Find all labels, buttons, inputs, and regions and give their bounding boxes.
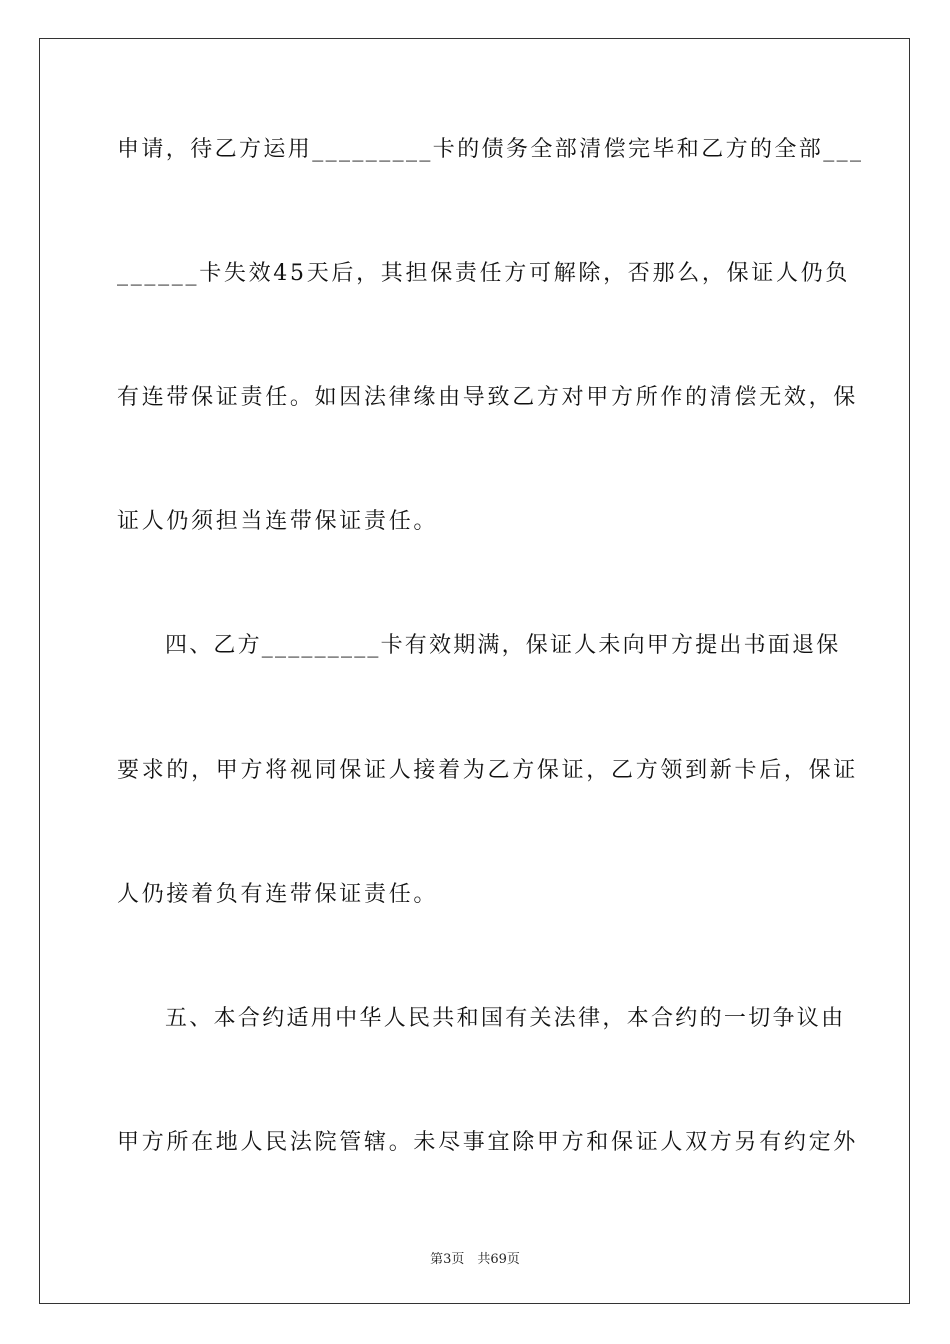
paragraph-line: 人仍接着负有连带保证责任。 — [117, 882, 439, 907]
paragraph-line: ______卡失效45天后，其担保责任方可解除，否那么，保证人仍负 — [117, 261, 851, 286]
page-number-footer: 第3页 共69页 — [430, 1252, 520, 1267]
paragraph-line: 四、乙方_________卡有效期满，保证人未向甲方提出书面退保 — [165, 633, 841, 658]
paragraph-line: 要求的，甲方将视同保证人接着为乙方保证，乙方领到新卡后，保证 — [117, 758, 859, 783]
paragraph-line: 有连带保证责任。如因法律缘由导致乙方对甲方所作的清偿无效，保 — [117, 385, 859, 410]
paragraph-line: 五、本合约适用中华人民共和国有关法律，本合约的一切争议由 — [165, 1006, 846, 1031]
paragraph-line: 申请，待乙方运用_________卡的债务全部清偿完毕和乙方的全部___ — [117, 137, 864, 162]
paragraph-line: 甲方所在地人民法院管辖。未尽事宜除甲方和保证人双方另有约定外 — [117, 1130, 859, 1155]
page-border — [39, 38, 910, 1304]
paragraph-line: 证人仍须担当连带保证责任。 — [117, 509, 439, 534]
